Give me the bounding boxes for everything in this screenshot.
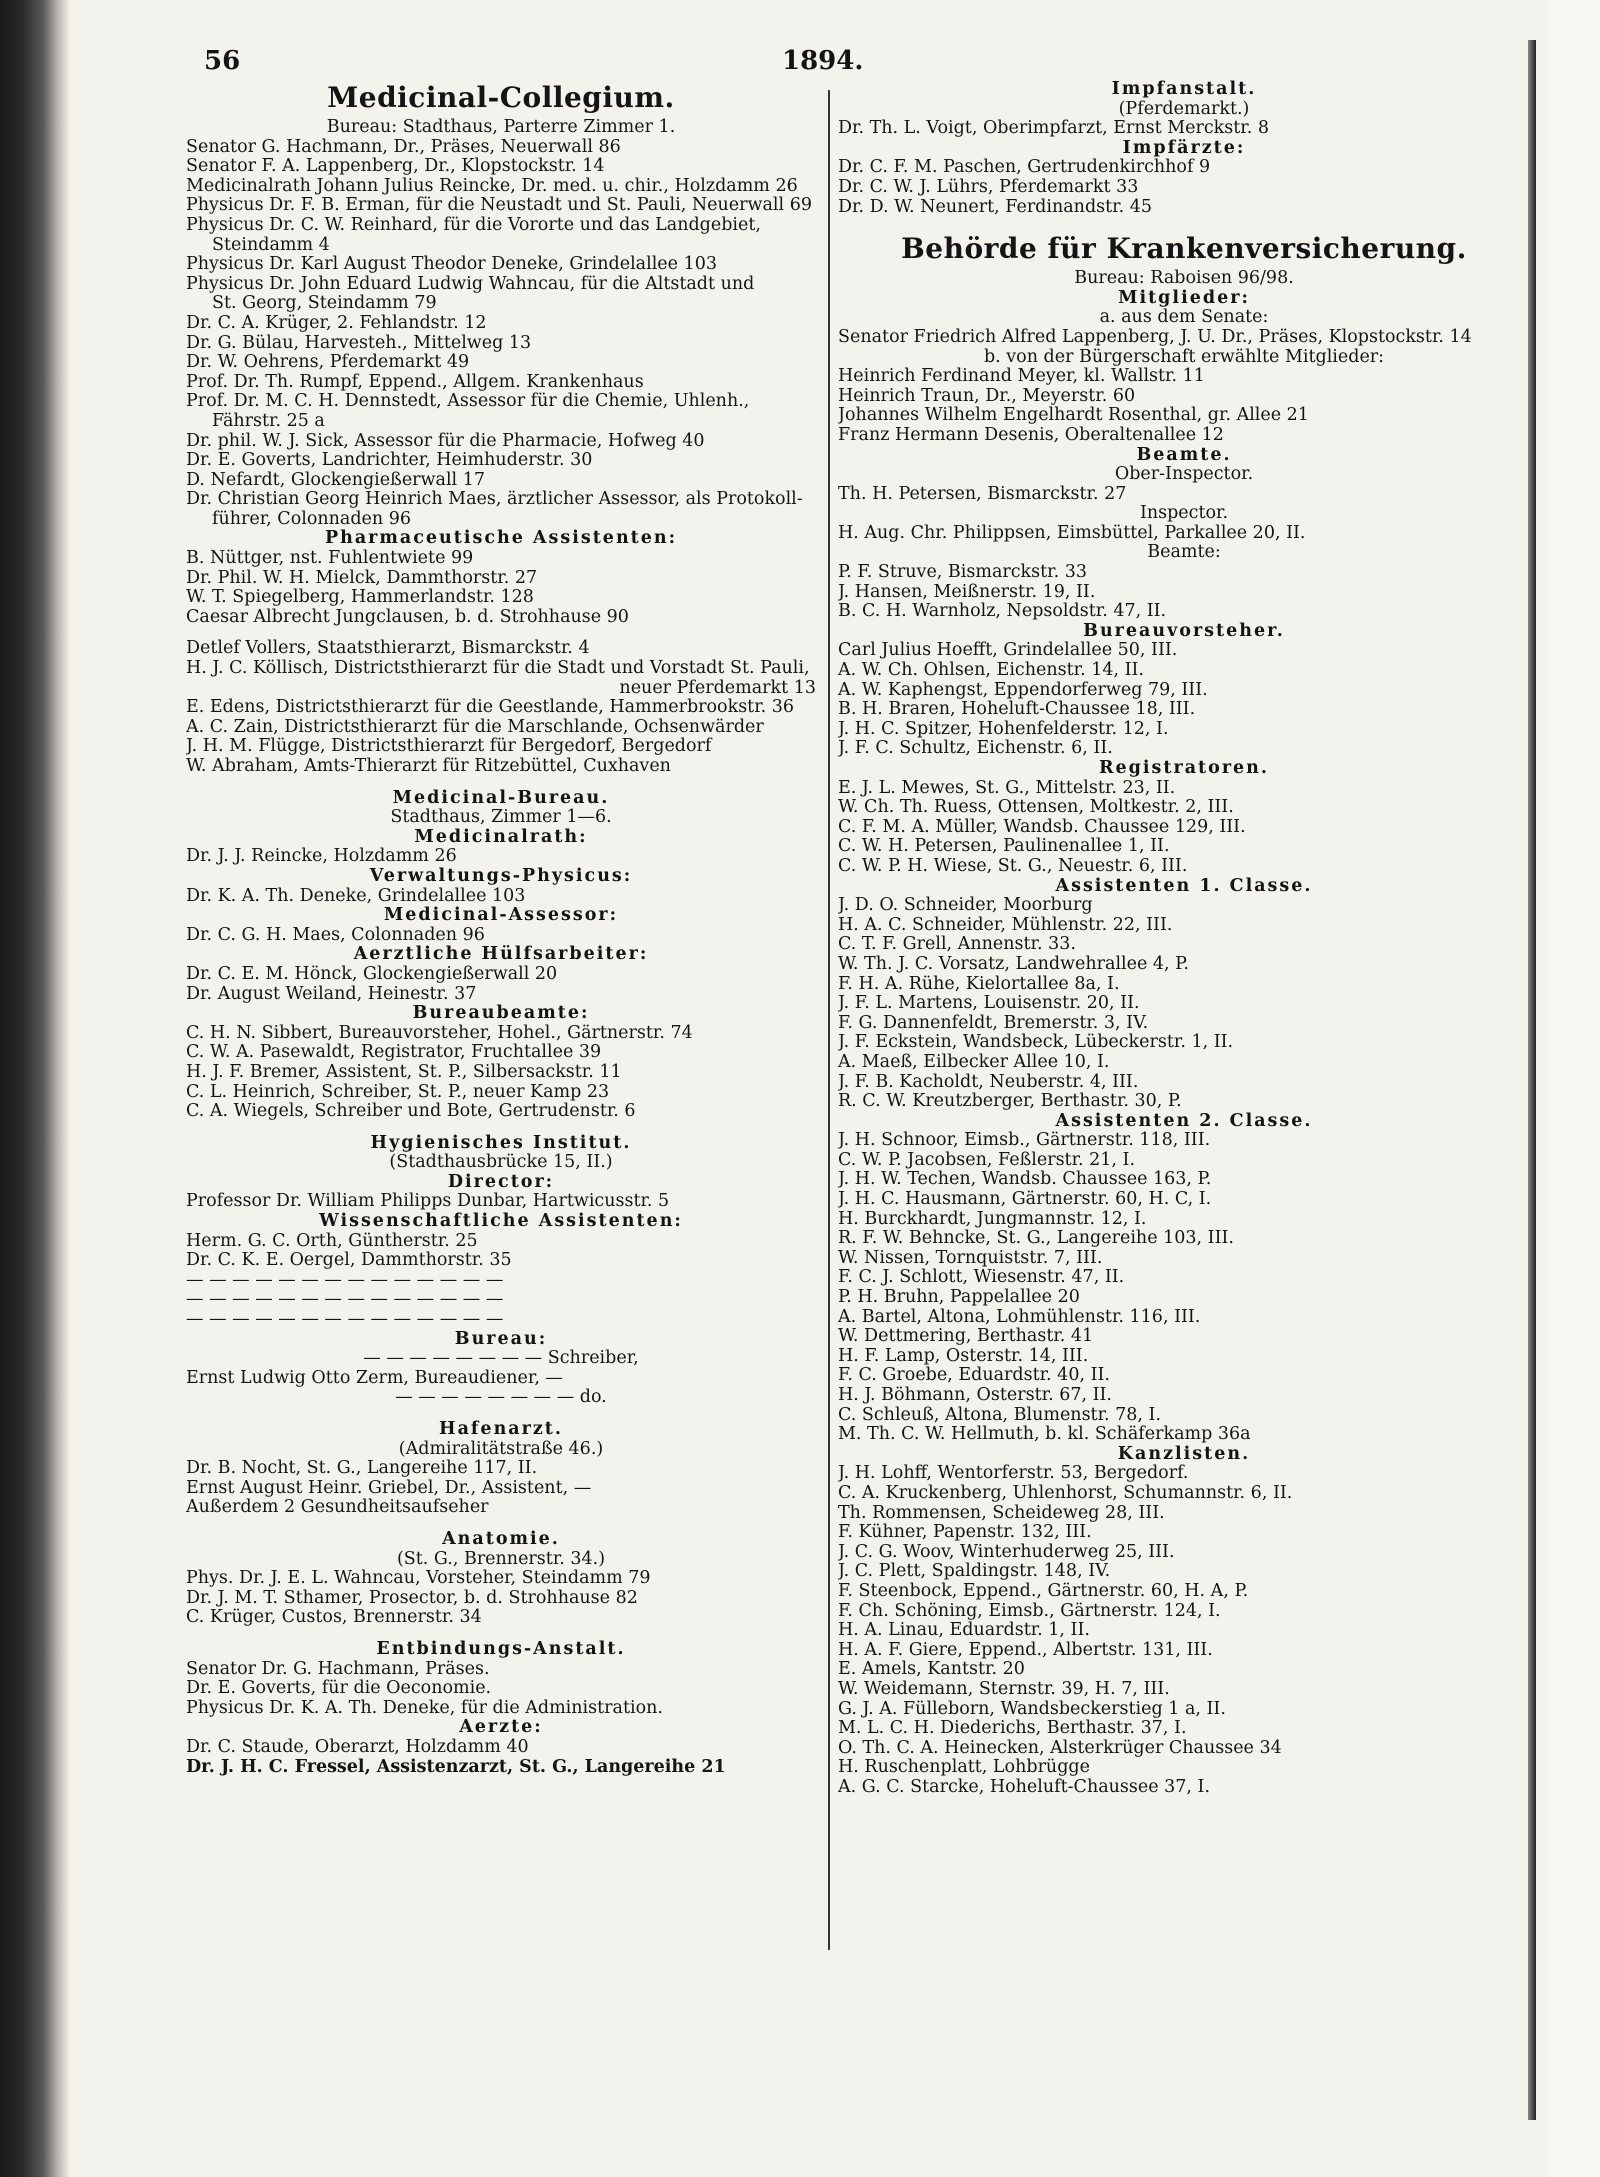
entry-line: J. H. Lohff, Wentorferstr. 53, Bergedorf.: [838, 1464, 1189, 1484]
entry-line: D. Nefardt, Glockengießerwall 17: [186, 470, 485, 490]
entry-line: Johannes Wilhelm Engelhardt Rosenthal, gr. Allee 21: [838, 406, 1309, 426]
entry-line: (Stadthausbrücke 15, II.): [389, 1153, 613, 1173]
entry-line: (Admiralitätstraße 46.): [398, 1439, 604, 1459]
section-title: Behörde für Krankenversicherung.: [901, 232, 1467, 266]
entry-line: J. H. M. Flügge, Districtsthierarzt für Bergedorf, Bergedorf: [186, 737, 712, 757]
entry-line: Inspector.: [1139, 504, 1229, 524]
entry-line: A. C. Zain, Districtsthierarzt für die Marschlande, Ochsenwärder: [186, 717, 764, 737]
entry-line: F. H. A. Rühe, Kielortallee 8a, I.: [838, 974, 1120, 994]
entry-line: W. T. Spiegelberg, Hammerlandstr. 128: [186, 588, 534, 608]
entry-line: Senator Dr. G. Hachmann, Präses.: [186, 1659, 490, 1679]
entry-line: Dr. K. A. Th. Deneke, Grindelallee 103: [186, 886, 526, 906]
section-heading: Wissenschaftliche Assistenten:: [319, 1212, 683, 1232]
entry-line: W. Weidemann, Sternstr. 39, H. 7, III.: [838, 1679, 1170, 1699]
section-heading: Director:: [447, 1172, 555, 1192]
entry-line: W. Nissen, Tornquiststr. 7, III.: [838, 1248, 1103, 1268]
entry-line: W. Th. J. C. Vorsatz, Landwehrallee 4, P.: [838, 954, 1189, 974]
section-gap: [186, 1518, 816, 1530]
section-heading: Medicinal-Assessor:: [383, 906, 619, 926]
entry-line: Physicus Dr. F. B. Erman, für die Neustadt und St. Pauli, Neuerwall 69: [186, 196, 812, 216]
section-heading: Mitglieder:: [1118, 288, 1250, 308]
entry-line: C. W. P. H. Wiese, St. G., Neuestr. 6, III.: [838, 856, 1188, 876]
entry-line: Professor Dr. William Philipps Dunbar, Hartwicusstr. 5: [186, 1192, 670, 1212]
entry-line: Ober-Inspector.: [1114, 465, 1254, 485]
entry-line: Carl Julius Hoefft, Grindelallee 50, III.: [838, 641, 1178, 661]
entry-line: J. H. C. Hausmann, Gärtnerstr. 60, H. C, I.: [838, 1190, 1212, 1210]
entry-line: Dr. G. Bülau, Harvesteh., Mittelweg 13: [186, 333, 532, 353]
section-gap: [838, 217, 1530, 229]
column-divider: [828, 90, 830, 1950]
entry-line: H. Burckhardt, Jungmannstr. 12, I.: [838, 1209, 1147, 1229]
entry-line: Physicus Dr. John Eduard Ludwig Wahncau, für die Altstadt und: [186, 274, 755, 294]
entry-line: M. Th. C. W. Hellmuth, b. kl. Schäferkamp 36a: [838, 1425, 1251, 1445]
section-heading: Medicinalrath:: [414, 827, 588, 847]
entry-line: C. L. Heinrich, Schreiber, St. P., neuer Kamp 23: [186, 1082, 610, 1102]
entry-line: Dr. C. A. Krüger, 2. Fehlandstr. 12: [186, 313, 487, 333]
entry-line: P. H. Bruhn, Pappelallee 20: [838, 1288, 1080, 1308]
entry-line: E. J. L. Mewes, St. G., Mittelstr. 23, II.: [838, 778, 1176, 798]
entry-line: C. H. N. Sibbert, Bureauvorsteher, Hohel., Gärtnerstr. 74: [186, 1023, 693, 1043]
entry-line: F. Ch. Schöning, Eimsb., Gärtnerstr. 124, I.: [838, 1601, 1221, 1621]
entry-line: H. A. Linau, Eduardstr. 1, II.: [838, 1621, 1090, 1641]
entry-line: Dr. C. Staude, Oberarzt, Holzdamm 40: [186, 1737, 529, 1757]
entry-line: Dr. E. Goverts, für die Oeconomie.: [186, 1679, 492, 1699]
entry-line: Ernst Ludwig Otto Zerm, Bureaudiener, —: [186, 1368, 563, 1388]
entry-line: Stadthaus, Zimmer 1—6.: [390, 808, 612, 828]
entry-line: Physicus Dr. C. W. Reinhard, für die Vororte und das Landgebiet,: [186, 215, 761, 235]
book-binding: [0, 0, 58, 2177]
entry-line: H. Aug. Chr. Philippsen, Eimsbüttel, Parkallee 20, II.: [838, 523, 1306, 543]
entry-line: H. A. F. Giere, Eppend., Albertstr. 131, III.: [838, 1640, 1213, 1660]
entry-line: J. F. C. Schultz, Eichenstr. 6, II.: [838, 739, 1113, 759]
entry-line: C. A. Wiegels, Schreiber und Bote, Gertrudenstr. 6: [186, 1102, 636, 1122]
entry-line: C. W. A. Pasewaldt, Registrator, Fruchtallee 39: [186, 1043, 602, 1063]
entry-line: Detlef Vollers, Staatsthierarzt, Bismarckstr. 4: [186, 639, 590, 659]
entry-line: R. F. W. Behncke, St. G., Langereihe 103, III.: [838, 1229, 1234, 1249]
page-number: 56: [204, 46, 241, 76]
entry-line: Dr. C. G. H. Maes, Colonnaden 96: [186, 925, 485, 945]
entry-line: Fährstr. 25 a: [212, 411, 325, 431]
entry-line: Dr. Christian Georg Heinrich Maes, ärztlicher Assessor, als Protokoll-: [186, 490, 803, 510]
section-heading: Assistenten 2. Classe.: [1055, 1111, 1313, 1131]
section-heading: Impfärzte:: [1122, 138, 1246, 158]
entry-line: J. H. Schnoor, Eimsb., Gärtnerstr. 118, III.: [838, 1131, 1211, 1151]
entry-line: Dr. August Weiland, Heinestr. 37: [186, 984, 477, 1004]
entry-line: b. von der Bürgerschaft erwählte Mitglieder:: [983, 347, 1385, 367]
entry-line: Physicus Dr. K. A. Th. Deneke, für die Administration.: [186, 1698, 663, 1718]
entry-line: H. J. F. Bremer, Assistent, St. P., Silbersackstr. 11: [186, 1062, 622, 1082]
section-heading: Aerzte:: [459, 1718, 543, 1738]
section-heading: Anatomie.: [442, 1529, 560, 1549]
section-heading: Entbindungs-Anstalt.: [376, 1639, 626, 1659]
entry-line: C. Krüger, Custos, Brennerstr. 34: [186, 1608, 482, 1628]
entry-line: M. L. C. H. Diederichs, Berthastr. 37, I.: [838, 1719, 1187, 1739]
entry-line: H. A. C. Schneider, Mühlenstr. 22, III.: [838, 915, 1173, 935]
entry-line: (Pferdemarkt.): [1118, 99, 1250, 119]
entry-line: Prof. Dr. M. C. H. Dennstedt, Assessor für die Chemie, Uhlenh.,: [186, 392, 750, 412]
entry-line: Th. H. Petersen, Bismarckstr. 27: [838, 484, 1127, 504]
section-heading: Registratoren.: [1099, 759, 1269, 778]
entry-line: Dr. W. Oehrens, Pferdemarkt 49: [186, 353, 470, 373]
entry-line: C. W. H. Petersen, Paulinenallee 1, II.: [838, 837, 1170, 857]
section-heading: Aerztliche Hülfsarbeiter:: [353, 945, 649, 965]
section-gap: [186, 1628, 816, 1640]
entry-line: Dr. J. H. C. Fressel, Assistenzarzt, St. G., Langereihe 21: [186, 1757, 726, 1777]
section-gap: [186, 1122, 816, 1134]
entry-line: E. Amels, Kantstr. 20: [838, 1660, 1025, 1680]
section-heading: Verwaltungs-Physicus:: [369, 866, 633, 886]
entry-line: J. F. Eckstein, Wandsbeck, Lübeckerstr. 1, II.: [838, 1033, 1234, 1053]
entry-line: Dr. B. Nocht, St. G., Langereihe 117, II.: [186, 1459, 538, 1479]
page-gutter-shadow: [58, 0, 70, 2177]
entry-line: Heinrich Ferdinand Meyer, kl. Wallstr. 11: [838, 367, 1205, 387]
entry-line: A. W. Ch. Ohlsen, Eichenstr. 14, II.: [838, 661, 1144, 681]
entry-line: J. H. W. Techen, Wandsb. Chaussee 163, P.: [838, 1170, 1212, 1190]
entry-line: Herm. G. C. Orth, Güntherstr. 25: [186, 1231, 478, 1251]
entry-line: H. J. C. Köllisch, Districtsthierarzt für die Stadt und Vorstadt St. Pauli,: [186, 659, 810, 679]
entry-line: H. F. Lamp, Osterstr. 14, III.: [838, 1346, 1089, 1366]
entry-line: J. C. Plett, Spaldingstr. 148, IV.: [838, 1562, 1111, 1582]
entry-line: (St. G., Brennerstr. 34.): [396, 1549, 606, 1569]
entry-line: C. F. M. A. Müller, Wandsb. Chaussee 129, III.: [838, 817, 1246, 837]
entry-line: W. Ch. Th. Ruess, Ottensen, Moltkestr. 2, III.: [838, 798, 1234, 818]
entry-line: Dr. C. K. E. Oergel, Dammthorstr. 35: [186, 1251, 512, 1271]
section-heading: Bureaubeamte:: [412, 1004, 590, 1024]
entry-line: B. C. H. Warnholz, Nepsoldstr. 47, II.: [838, 602, 1167, 622]
entry-line: — — — — — — — — — — — — — —: [186, 1270, 504, 1290]
section-heading: Bureauvorsteher.: [1083, 621, 1285, 641]
entry-line: F. C. J. Schlott, Wiesenstr. 47, II.: [838, 1268, 1125, 1288]
entry-line: — — — — — — — — — — — — — —: [186, 1290, 504, 1310]
entry-line: A. Maeß, Eilbecker Allee 10, I.: [838, 1052, 1110, 1072]
entry-line: Heinrich Traun, Dr., Meyerstr. 60: [838, 386, 1136, 406]
entry-line: J. F. B. Kacholdt, Neuberstr. 4, III.: [838, 1072, 1139, 1092]
entry-line: Dr. E. Goverts, Landrichter, Heimhuderstr. 30: [186, 451, 593, 471]
section-heading: Kanzlisten.: [1117, 1444, 1251, 1464]
entry-line: C. Schleuß, Altona, Blumenstr. 78, I.: [838, 1405, 1162, 1425]
entry-line: neuer Pferdemarkt 13: [619, 678, 816, 698]
entry-line: Senator F. A. Lappenberg, Dr., Klopstockstr. 14: [186, 157, 605, 177]
entry-line: F. G. Dannenfeldt, Bremerstr. 3, IV.: [838, 1013, 1149, 1033]
entry-line: Dr. J. J. Reincke, Holzdamm 26: [186, 847, 457, 867]
section-heading: Beamte.: [1136, 445, 1232, 465]
section-heading: Pharmaceutische Assistenten:: [324, 529, 678, 549]
section-gap: [186, 627, 816, 639]
entry-line: W. Abraham, Amts-Thierarzt für Ritzebüttel, Cuxhaven: [186, 757, 671, 776]
section-heading: Hafenarzt.: [439, 1420, 563, 1439]
entry-line: Bureau: Raboisen 96/98.: [1074, 269, 1294, 289]
entry-line: Franz Hermann Desenis, Oberaltenallee 12: [838, 425, 1224, 445]
entry-line: Bureau: Stadthaus, Parterre Zimmer 1.: [326, 118, 676, 137]
entry-line: Prof. Dr. Th. Rumpf, Eppend., Allgem. Krankenhaus: [186, 372, 644, 392]
entry-line: St. Georg, Steindamm 79: [212, 294, 437, 314]
page-year: 1894.: [782, 46, 864, 76]
entry-line: Senator G. Hachmann, Dr., Präses, Neuerwall 86: [186, 137, 621, 157]
entry-line: B. H. Braren, Hoheluft-Chaussee 18, III.: [838, 700, 1196, 720]
section-gap: [186, 777, 816, 789]
entry-line: Außerdem 2 Gesundheitsaufseher: [186, 1498, 489, 1518]
entry-line: R. C. W. Kreutzberger, Berthastr. 30, P.: [838, 1092, 1182, 1112]
entry-line: Dr. C. W. J. Lührs, Pferdemarkt 33: [838, 177, 1139, 197]
entry-line: J. D. O. Schneider, Moorburg: [838, 896, 1093, 916]
entry-line: C. T. F. Grell, Annenstr. 33.: [838, 935, 1076, 955]
entry-line: A. Bartel, Altona, Lohmühlenstr. 116, III.: [838, 1307, 1201, 1327]
entry-line: Physicus Dr. Karl August Theodor Deneke, Grindelallee 103: [186, 255, 717, 275]
entry-line: — — — — — — — — do.: [395, 1388, 607, 1408]
entry-line: H. Ruschenplatt, Lohbrügge: [838, 1758, 1090, 1778]
entry-line: W. Dettmering, Berthastr. 41: [838, 1327, 1094, 1347]
entry-line: G. J. A. Fülleborn, Wandsbeckerstieg 1 a, II.: [838, 1699, 1226, 1719]
entry-line: Ernst August Heinr. Griebel, Dr., Assistent, —: [186, 1478, 592, 1498]
section-title: Medicinal-Collegium.: [327, 81, 675, 114]
entry-line: H. J. Böhmann, Osterstr. 67, II.: [838, 1386, 1112, 1405]
right-column: [838, 80, 1530, 1797]
entry-line: führer, Colonnaden 96: [212, 509, 412, 529]
entry-line: J. C. G. Woov, Winterhuderweg 25, III.: [838, 1542, 1175, 1562]
entry-line: A. G. C. Starcke, Hoheluft-Chaussee 37, I.: [838, 1777, 1211, 1797]
entry-line: Dr. Phil. W. H. Mielck, Dammthorstr. 27: [186, 568, 538, 588]
entry-line: J. Hansen, Meißnerstr. 19, II.: [838, 582, 1096, 602]
section-heading: Assistenten 1. Classe.: [1055, 876, 1313, 896]
entry-line: Th. Rommensen, Scheideweg 28, III.: [838, 1503, 1165, 1523]
entry-line: P. F. Struve, Bismarckstr. 33: [838, 563, 1088, 583]
entry-line: Senator Friedrich Alfred Lappenberg, J. U. Dr., Präses, Klopstockstr. 14: [838, 327, 1472, 347]
entry-line: F. Steenbock, Eppend., Gärtnerstr. 60, H. A, P.: [838, 1581, 1249, 1601]
entry-line: Dr. Th. L. Voigt, Oberimpfarzt, Ernst Merckstr. 8: [838, 119, 1270, 139]
entry-line: A. W. Kaphengst, Eppendorferweg 79, III.: [838, 680, 1208, 700]
entry-line: J. H. C. Spitzer, Hohenfelderstr. 12, I.: [838, 719, 1169, 739]
section-heading: Bureau:: [454, 1329, 548, 1349]
entry-line: — — — — — — — — Schreiber,: [363, 1349, 639, 1369]
section-gap: [186, 1408, 816, 1420]
entry-line: Steindamm 4: [212, 235, 330, 255]
entry-line: F. Kühner, Papenstr. 132, III.: [838, 1523, 1092, 1543]
entry-line: Beamte:: [1147, 543, 1221, 563]
entry-line: O. Th. C. A. Heinecken, Alsterkrüger Chaussee 34: [838, 1738, 1282, 1758]
entry-line: Dr. phil. W. J. Sick, Assessor für die Pharmacie, Hofweg 40: [186, 431, 705, 451]
entry-line: a. aus dem Senate:: [1099, 308, 1269, 328]
entry-line: B. Nüttger, nst. Fuhlentwiete 99: [186, 549, 474, 569]
entry-line: — — — — — — — — — — — — — —: [186, 1310, 504, 1330]
section-heading: Medicinal-Bureau.: [392, 788, 610, 808]
left-column: [186, 78, 816, 1777]
entry-line: J. F. L. Martens, Louisenstr. 20, II.: [838, 994, 1140, 1014]
entry-line: Caesar Albrecht Jungclausen, b. d. Strohhause 90: [186, 607, 629, 627]
entry-line: F. C. Groebe, Eduardstr. 40, II.: [838, 1366, 1110, 1386]
entry-line: Medicinalrath Johann Julius Reincke, Dr. med. u. chir., Holzdamm 26: [186, 176, 798, 196]
section-heading: Hygienisches Institut.: [370, 1133, 632, 1153]
entry-line: Dr. C. E. M. Hönck, Glockengießerwall 20: [186, 964, 558, 984]
entry-line: Phys. Dr. J. E. L. Wahncau, Vorsteher, Steindamm 79: [186, 1569, 651, 1589]
entry-line: C. A. Kruckenberg, Uhlenhorst, Schumannstr. 6, II.: [838, 1483, 1293, 1503]
entry-line: Dr. J. M. T. Sthamer, Prosector, b. d. Strohhause 82: [186, 1588, 638, 1608]
entry-line: Dr. C. F. M. Paschen, Gertrudenkirchhof 9: [838, 158, 1211, 178]
facing-page-strip: [1548, 0, 1600, 2177]
section-heading: Impfanstalt.: [1111, 80, 1257, 99]
entry-line: C. W. P. Jacobsen, Feßlerstr. 21, I.: [838, 1150, 1136, 1170]
entry-line: Dr. D. W. Neunert, Ferdinandstr. 45: [838, 197, 1153, 217]
entry-line: E. Edens, Districtsthierarzt für die Geestlande, Hammerbrookstr. 36: [186, 698, 795, 718]
